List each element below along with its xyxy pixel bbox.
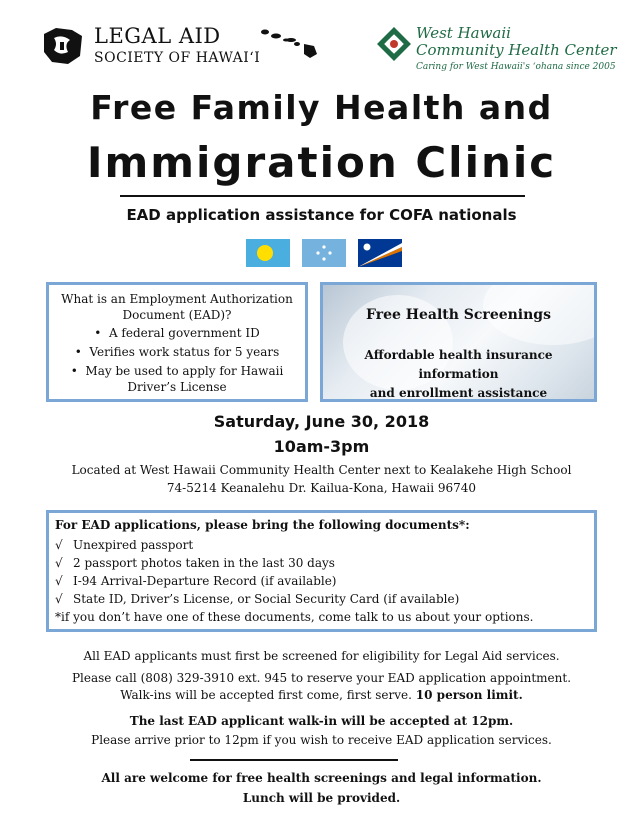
ead-bullet: • May be used to apply for Hawaii Driver’s License bbox=[70, 364, 284, 394]
check-icon: √ bbox=[55, 592, 63, 606]
call-instructions: Please call (808) 329-3910 ext. 945 to reserve your EAD application appointment. bbox=[71, 671, 572, 685]
check-icon: √ bbox=[55, 556, 63, 570]
quilt-emblem-icon bbox=[376, 26, 412, 62]
document-item: √ 2 passport photos taken in the last 30 days bbox=[55, 556, 335, 570]
hawaiian-islands-icon bbox=[260, 28, 320, 58]
event-date: Saturday, June 30, 2018 bbox=[213, 412, 430, 431]
footer-lunch: Lunch will be provided. bbox=[242, 791, 401, 805]
health-screening-subtitle: Affordable health insurance information and enrollment assistance bbox=[364, 348, 553, 400]
west-hawaii-name: West Hawaii bbox=[416, 24, 511, 42]
event-time: 10am-3pm bbox=[273, 437, 370, 456]
document-item: √ Unexpired passport bbox=[55, 538, 194, 552]
last-walk-in: The last EAD applicant walk-in will be accepted at 12pm. bbox=[129, 714, 514, 728]
documents-box bbox=[46, 510, 597, 632]
footer-welcome: All are welcome for free health screenings and legal information. bbox=[101, 771, 542, 785]
event-location: Located at West Hawaii Community Health Center next to Kealakehe High School bbox=[71, 463, 572, 477]
ead-info-box bbox=[46, 282, 308, 402]
marshall-islands-flag-icon bbox=[358, 239, 402, 267]
legal-aid-name: LEGAL AID bbox=[94, 24, 221, 48]
ead-bullet: • Verifies work status for 5 years bbox=[74, 345, 280, 359]
page-title-line2: Immigration Clinic bbox=[86, 138, 557, 187]
title-divider bbox=[120, 195, 525, 197]
documents-note: *if you don’t have one of these documents, come talk to us about your options. bbox=[55, 610, 534, 624]
document-item: √ I-94 Arrival-Departure Record (if available) bbox=[55, 574, 337, 588]
check-icon: √ bbox=[55, 574, 63, 588]
health-screening-title: Free Health Screenings bbox=[366, 307, 551, 323]
ead-bullet-list bbox=[49, 325, 305, 398]
west-hawaii-logo bbox=[376, 24, 616, 80]
arrival-notice: Please arrive prior to 12pm if you wish to receive EAD application services. bbox=[91, 733, 552, 747]
page-title-line1: Free Family Health and bbox=[90, 88, 553, 127]
document-item: √ State ID, Driver’s License, or Social Security Card (if available) bbox=[55, 592, 460, 606]
ead-question: What is an Employment Authorization Document (EAD)? bbox=[61, 292, 293, 322]
health-center-name: Community Health Center bbox=[416, 41, 617, 59]
event-address: 74-5214 Keanalehu Dr. Kailua-Kona, Hawaii 96740 bbox=[166, 481, 477, 495]
micronesia-flag-icon bbox=[302, 239, 346, 267]
screening-notice: All EAD applicants must first be screened for eligibility for Legal Aid services. bbox=[83, 649, 560, 663]
footer-divider bbox=[190, 759, 398, 761]
documents-list bbox=[55, 536, 459, 608]
person-limit: 10 person limit. bbox=[415, 688, 523, 702]
ead-bullet: • A federal government ID bbox=[94, 326, 260, 340]
check-icon: √ bbox=[55, 538, 63, 552]
legal-aid-society: SOCIETY OF HAWAI‘I bbox=[94, 50, 261, 66]
legal-aid-emblem-icon bbox=[42, 26, 84, 66]
walk-in-policy: Walk-ins will be accepted first come, first serve. 10 person limit. bbox=[120, 688, 523, 702]
legal-aid-logo bbox=[42, 24, 312, 72]
documents-heading: For EAD applications, please bring the following documents*: bbox=[55, 518, 470, 532]
health-screening-box bbox=[320, 282, 597, 402]
west-hawaii-tagline: Caring for West Hawaii's ‘ohana since 2005 bbox=[416, 62, 616, 72]
palau-flag-icon bbox=[246, 239, 290, 267]
page-subtitle: EAD application assistance for COFA nationals bbox=[126, 206, 517, 224]
